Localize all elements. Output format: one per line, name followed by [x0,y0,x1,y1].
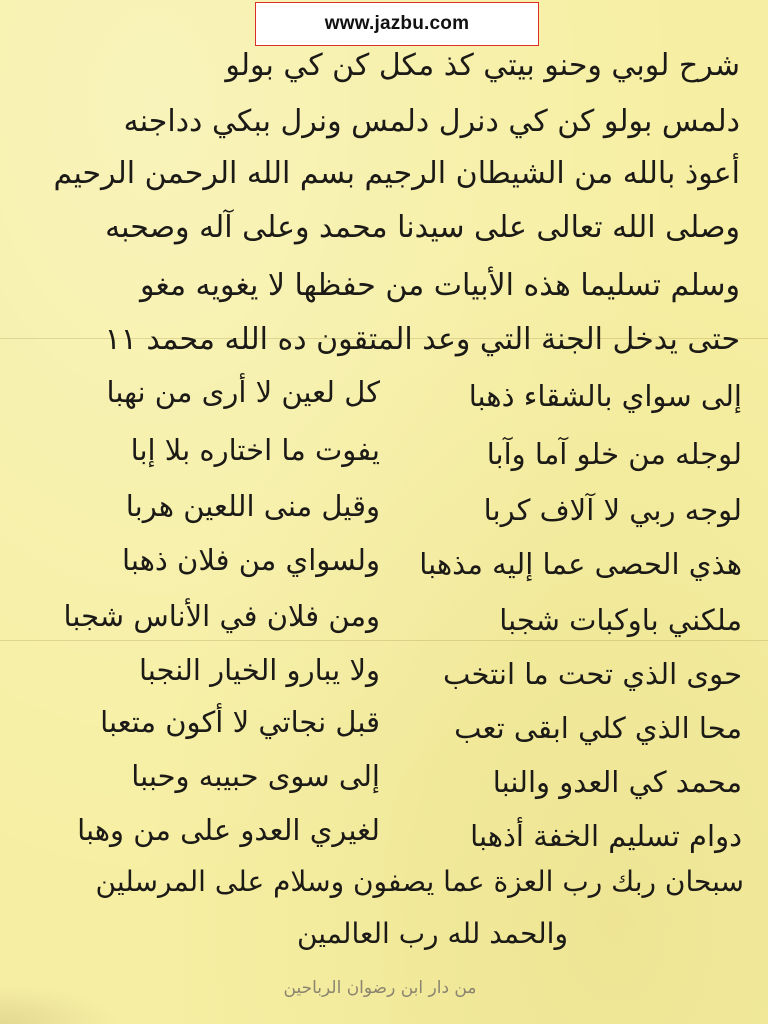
verse-first-hemistich: هذي الحصى عما إليه مذهبا [419,547,742,581]
intro-line: أعوذ بالله من الشيطان الرجيم بسم الله الرحمن الرحيم [53,156,740,191]
verse-second-hemistich: لغيري العدو على من وهبا [77,813,380,847]
verse-second-hemistich: ومن فلان في الأناس شجبا [63,599,380,633]
intro-line: وسلم تسليما هذه الأبيات من حفظها لا يغويه مغو [139,268,740,303]
watermark-badge[interactable] [255,2,539,46]
intro-line: وصلى الله تعالى على سيدنا محمد وعلى آله وصحبه [105,210,740,245]
verse-first-hemistich: لوجه ربي لا آلاف كربا [483,493,742,527]
verse-first-hemistich: ملكني باوكبات شجبا [499,603,742,637]
intro-line: دلمس بولو كن كي دنرل دلمس ونرل ببكي دداجنه [123,104,740,139]
verse-first-hemistich: دوام تسليم الخفة أذهبا [470,819,742,853]
verse-second-hemistich: وقيل منى اللعين هربا [125,489,380,523]
verse-second-hemistich: ولسواي من فلان ذهبا [122,543,380,577]
verse-first-hemistich: محا الذي كلي ابقى تعب [454,711,742,745]
intro-line: شرح لوبي وحنو بيتي كذ مكل كن كي بولو [225,48,740,83]
verse-first-hemistich: إلى سواي بالشقاء ذهبا [468,379,742,413]
verse-second-hemistich: كل لعين لا أرى من نهبا [106,375,380,409]
closing-line: سبحان ربك رب العزة عما يصفون وسلام على المرسلين [95,865,744,898]
verse-first-hemistich: لوجله من خلو آما وآبا [486,437,742,471]
faint-footer-note: من دار ابن رضوان الرباحين [283,978,477,998]
verse-second-hemistich: ولا يبارو الخيار النجبا [138,653,380,687]
verse-second-hemistich: قبل نجاتي لا أكون متعبا [100,705,380,739]
faint-header-text [528,2,748,22]
verse-second-hemistich: إلى سوى حبيبه وحببا [131,759,380,793]
intro-line: حتى يدخل الجنة التي وعد المتقون ده الله محمد ١١ [104,322,740,357]
closing-line: والحمد لله رب العالمين [296,917,568,950]
verse-second-hemistich: يفوت ما اختاره بلا إبا [130,433,380,467]
verse-first-hemistich: حوى الذي تحت ما انتخب [442,657,742,691]
paper-stain [0,984,120,1024]
verse-first-hemistich: محمد كي العدو والنبا [492,765,742,799]
watermark-url[interactable]: www.jazbu.com [324,13,470,34]
